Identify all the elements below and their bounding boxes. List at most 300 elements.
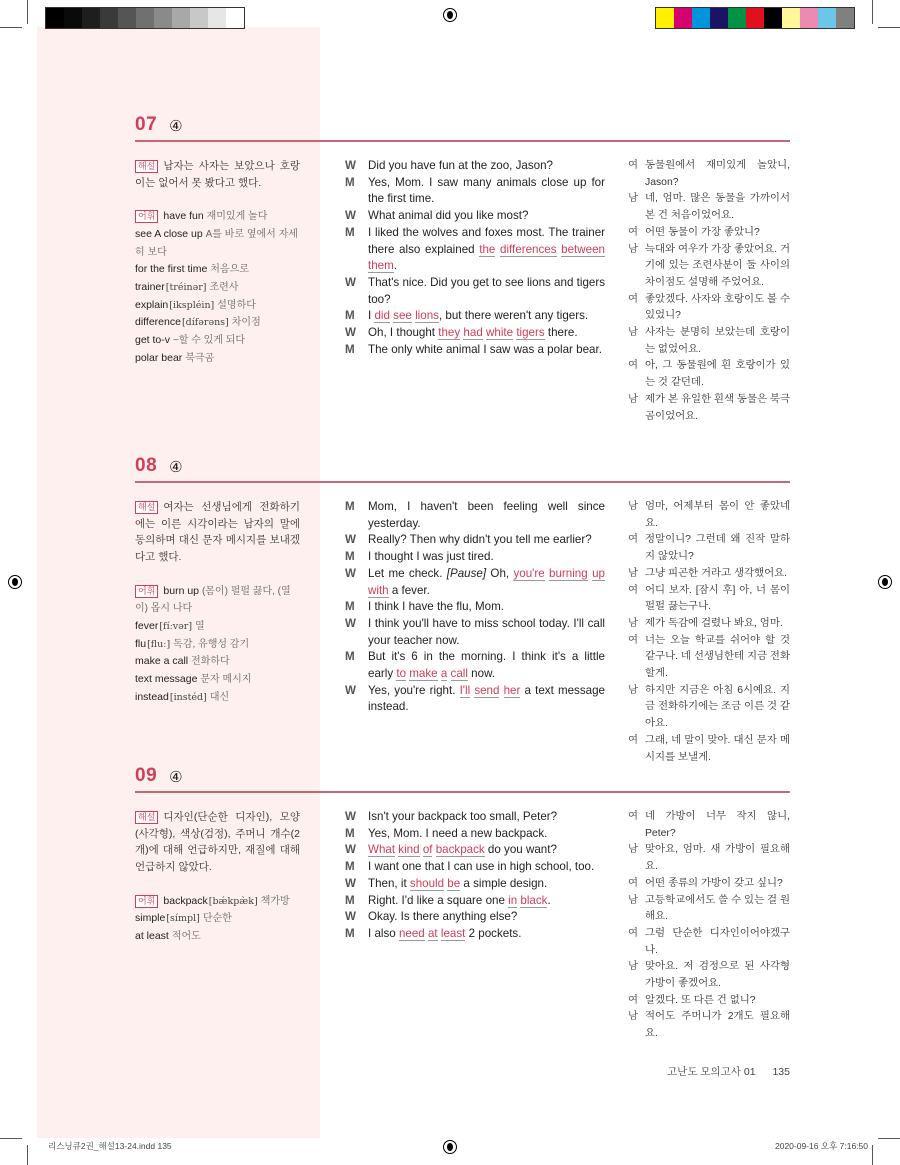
answer-word: did xyxy=(374,309,390,323)
translation-text: 네, 엄마. 많은 동물을 가까이서 본 건 처음이었어요. xyxy=(645,193,790,222)
dialogue-line xyxy=(345,342,605,359)
dialogue-line xyxy=(345,208,605,225)
translation-text: 적어도 주머니가 2개도 필요해요. xyxy=(645,1011,790,1040)
answer-word: differences xyxy=(500,242,557,256)
speaker-label: 여 xyxy=(628,811,639,822)
dialogue-text xyxy=(368,342,605,359)
question-section xyxy=(135,451,790,763)
translation-line xyxy=(628,325,790,358)
dialogue-segment: But it's 6 in the morning. I think it's a little early xyxy=(368,650,605,681)
speaker-label: W xyxy=(345,533,356,547)
answer-word: of xyxy=(422,843,433,857)
color-swatch xyxy=(800,8,818,28)
dialogue-line xyxy=(345,499,605,532)
vocab-pronunciation: [símpl] xyxy=(166,913,200,925)
speaker-label: 여 xyxy=(628,293,639,305)
vocabulary-badge: 어휘 xyxy=(135,585,158,598)
translation-line xyxy=(628,633,790,683)
vocab-meaning: 독감, 유행성 감기 xyxy=(173,638,250,650)
dialogue-segment: Let me check. xyxy=(368,566,447,580)
dialogue-line xyxy=(345,566,605,599)
notes-column xyxy=(135,809,300,946)
dialogue-line xyxy=(345,683,605,716)
speaker-label: W xyxy=(345,275,356,289)
speaker-label: W xyxy=(345,683,356,697)
answer-word: her xyxy=(503,683,521,697)
vocabulary-list xyxy=(135,583,300,707)
speaker-label: 여 xyxy=(628,360,639,372)
vocab-pronunciation: [instéd] xyxy=(169,691,207,703)
speaker-label: 여 xyxy=(628,534,639,546)
dialogue-segment: Okay. Is there anything else? xyxy=(368,910,518,924)
translation-text: 어떤 종류의 가방이 갖고 싶니? xyxy=(645,877,783,889)
section-header xyxy=(135,761,790,793)
dialogue-line xyxy=(345,599,605,616)
color-swatch xyxy=(710,8,728,28)
dialogue-segment: Yes, you're right. xyxy=(368,683,460,697)
dialogue-line xyxy=(345,859,605,876)
dialogue-line xyxy=(345,158,605,175)
dialogue-line xyxy=(345,275,605,308)
page-number: 135 xyxy=(772,1066,790,1078)
dialogue-segment: Did you have fun at the zoo, Jason? xyxy=(368,159,553,172)
vocab-term: instead xyxy=(135,690,169,703)
dialogue-segment: The only white animal I saw was a polar bear. xyxy=(368,342,602,356)
translation-text: 사자는 분명히 보았는데 호랑이는 없었어요. xyxy=(645,327,790,355)
vocabulary-list xyxy=(135,893,300,946)
dialogue-segment: 2 pockets. xyxy=(465,926,522,940)
dialogue-text xyxy=(368,893,605,910)
section-header xyxy=(135,451,790,483)
speaker-label: 여 xyxy=(628,734,639,746)
answer-word: white xyxy=(486,326,514,340)
answer-word: to xyxy=(396,667,407,681)
speaker-label: W xyxy=(345,159,356,172)
answer-phrase xyxy=(396,667,468,681)
answer-phrase xyxy=(368,843,485,857)
vocab-item xyxy=(135,583,300,618)
speaker-label: 남 xyxy=(628,961,639,973)
dialogue-line xyxy=(345,225,605,275)
color-swatch xyxy=(836,8,854,28)
dialogue-text xyxy=(368,532,605,549)
translation-line xyxy=(628,959,790,992)
vocab-item xyxy=(135,350,300,368)
speaker-label: M xyxy=(345,550,355,564)
dialogue-segment: , but there weren't any tigers. xyxy=(438,309,589,323)
answer-word: burning xyxy=(549,566,588,580)
translation-text: 좋았겠다. 사자와 호랑이도 볼 수 있었니? xyxy=(645,293,790,322)
vocab-term: polar bear xyxy=(135,351,183,364)
speaker-label: M xyxy=(345,309,355,323)
speaker-label: M xyxy=(345,893,355,907)
answer-choice: ④ xyxy=(169,459,183,476)
color-swatch xyxy=(656,8,674,28)
vocabulary-list xyxy=(135,208,300,367)
answer-word: had xyxy=(463,326,483,340)
vocab-meaning: 조련사 xyxy=(209,281,239,293)
translation-text: 고등학교에서도 쓸 수 있는 걸 원해요. xyxy=(645,894,790,923)
answer-word: make xyxy=(409,667,438,681)
dialogue-text xyxy=(368,225,605,275)
explanation-badge: 해설 xyxy=(135,160,158,173)
dialogue-segment: I liked the wolves and foxes most. The trainer there also explained xyxy=(368,225,605,256)
vocab-meaning: 적어도 xyxy=(171,930,201,942)
english-dialogue xyxy=(345,158,605,358)
slug-filename: 리스닝큐2권_해설13-24.indd 135 xyxy=(48,1141,172,1151)
dialogue-text xyxy=(368,208,605,225)
speaker-label: W xyxy=(345,910,356,924)
translation-line xyxy=(628,876,790,893)
answer-phrase xyxy=(374,309,439,323)
vocab-term: see A close up xyxy=(135,227,203,240)
vocab-term: trainer xyxy=(135,280,165,293)
speaker-label: 여 xyxy=(628,584,639,596)
vocab-meaning: (몸이) 펄펄 끓다, (열이) 몹시 나다 xyxy=(135,585,291,615)
vocab-meaning: 설명하다 xyxy=(217,299,256,311)
stage-direction: [Pause] xyxy=(446,566,487,580)
answer-word: see xyxy=(393,309,412,323)
vocab-term: explain xyxy=(135,298,169,311)
translation-text: 아, 그 동물원에 흰 호랑이가 있는 것 같던데. xyxy=(645,360,790,389)
dialogue-line xyxy=(345,909,605,926)
speaker-label: W xyxy=(345,843,356,857)
dialogue-text xyxy=(368,549,605,566)
color-swatch xyxy=(190,8,208,28)
answer-word: call xyxy=(450,667,468,681)
dialogue-segment: a simple design. xyxy=(460,876,548,890)
dialogue-line xyxy=(345,876,605,893)
explanation-badge: 해설 xyxy=(135,501,158,514)
dialogue-segment: I thought I was just tired. xyxy=(368,550,494,564)
dialogue-segment: Yes, Mom. I saw many animals close up for the first time. xyxy=(368,175,605,206)
vocab-meaning: ~할 수 있게 되다 xyxy=(172,335,246,347)
translation-line xyxy=(628,893,790,926)
translation-line xyxy=(628,499,790,532)
dialogue-segment: I xyxy=(368,309,375,323)
vocab-item xyxy=(135,928,300,946)
speaker-label: M xyxy=(345,342,355,356)
translation-line xyxy=(628,225,790,242)
vocab-meaning: 재미있게 놀다 xyxy=(206,211,268,223)
dialogue-line xyxy=(345,649,605,682)
notes-column xyxy=(135,158,300,367)
registration-mark-icon xyxy=(443,1140,457,1154)
dialogue-segment: I think I have the flu, Mom. xyxy=(368,600,504,614)
translation-line xyxy=(628,158,790,191)
dialogue-segment: Then, it xyxy=(368,876,410,890)
vocab-term: have fun xyxy=(163,210,204,223)
vocab-item xyxy=(135,618,300,636)
dialogue-segment: . xyxy=(547,893,551,907)
answer-word: the xyxy=(479,242,496,256)
translation-line xyxy=(628,993,790,1010)
translation-line xyxy=(628,842,790,875)
vocab-term: simple xyxy=(135,912,166,925)
translation-text: 제가 독감에 걸렸나 봐요, 엄마. xyxy=(645,617,783,629)
speaker-label: 여 xyxy=(628,634,639,646)
translation-text: 엄마, 어제부터 몸이 안 좋았네요. xyxy=(645,501,790,529)
answer-phrase xyxy=(410,877,460,891)
answer-choice: ④ xyxy=(169,118,183,135)
cmyk-color-bar xyxy=(655,7,855,29)
color-swatch xyxy=(746,8,764,28)
vocab-item xyxy=(135,910,300,928)
dialogue-segment: a text message instead. xyxy=(368,683,605,714)
color-swatch xyxy=(818,8,836,28)
dialogue-segment: Oh, xyxy=(486,566,514,580)
dialogue-text xyxy=(368,275,605,308)
color-swatch xyxy=(674,8,692,28)
crop-mark xyxy=(872,0,873,24)
answer-word: lions xyxy=(415,309,439,323)
dialogue-segment: Oh, I thought xyxy=(368,326,439,340)
color-swatch xyxy=(82,8,100,28)
translation-line xyxy=(628,926,790,959)
section-header xyxy=(135,110,790,142)
speaker-label: 남 xyxy=(628,501,639,512)
answer-word: need xyxy=(398,926,425,940)
vocab-item xyxy=(135,226,300,261)
dialogue-line xyxy=(345,616,605,649)
translation-text: 알겠다. 또 다른 건 없니? xyxy=(645,994,756,1006)
color-swatch xyxy=(100,8,118,28)
dialogue-segment: Really? Then why didn't you tell me earlier? xyxy=(368,533,592,547)
vocab-term: text message xyxy=(135,673,198,686)
answer-word: I'll xyxy=(459,683,471,697)
speaker-label: M xyxy=(345,826,355,840)
translation-text: 어디 보자. [잠시 후] 아, 너 몸이 펄펄 끓는구나. xyxy=(645,584,790,613)
vocab-meaning: 책가방 xyxy=(260,895,290,907)
color-swatch xyxy=(118,8,136,28)
question-number: 09 xyxy=(135,765,158,786)
speaker-label: M xyxy=(345,650,355,664)
speaker-label: M xyxy=(345,225,355,239)
color-swatch xyxy=(728,8,746,28)
explanation xyxy=(135,158,300,191)
vocabulary-badge: 어휘 xyxy=(135,895,158,908)
translation-line xyxy=(628,392,790,425)
vocab-meaning: 전화하다 xyxy=(191,656,230,668)
answer-word: least xyxy=(440,926,466,940)
answer-choice: ④ xyxy=(169,769,183,786)
book-title: 고난도 모의고사 01 xyxy=(667,1066,756,1078)
explanation-text: 디자인(단순한 디자인), 모양(사각형), 색상(검정), 주머니 개수(2개)에 대해 언급하지만, 재질에 대해 언급하지 않았다. xyxy=(135,811,300,874)
speaker-label: 남 xyxy=(628,894,639,906)
translation-line xyxy=(628,583,790,616)
vocab-term: flu xyxy=(135,637,147,650)
dialogue-line xyxy=(345,308,605,325)
dialogue-text xyxy=(368,566,605,599)
dialogue-segment: a fever. xyxy=(388,583,430,597)
vocab-meaning: 차이점 xyxy=(231,317,261,329)
dialogue-line xyxy=(345,826,605,843)
answer-phrase xyxy=(460,684,521,698)
vocab-item xyxy=(135,893,300,911)
dialogue-text xyxy=(368,158,605,175)
translation-text: 동물원에서 재미있게 놀았니, Jason? xyxy=(645,160,790,188)
dialogue-text xyxy=(368,842,605,859)
speaker-label: M xyxy=(345,926,355,940)
vocab-meaning: 문자 메시지 xyxy=(200,674,252,686)
translation-line xyxy=(628,292,790,325)
translation-line xyxy=(628,242,790,292)
speaker-label: W xyxy=(345,566,356,580)
answer-word: in xyxy=(508,893,518,907)
translation-line xyxy=(628,532,790,565)
dialogue-line xyxy=(345,926,605,943)
dialogue-segment: now. xyxy=(467,667,496,681)
question-number: 07 xyxy=(135,114,158,135)
vocab-pronunciation: [bǽkpæ̀k] xyxy=(208,895,258,907)
color-swatch xyxy=(208,8,226,28)
color-swatch xyxy=(154,8,172,28)
vocab-pronunciation: [tréinər] xyxy=(165,281,207,293)
answer-word: backpack xyxy=(435,843,485,857)
answer-word: send xyxy=(474,683,500,697)
speaker-label: 여 xyxy=(628,160,639,171)
answer-word: black xyxy=(520,893,548,907)
gray-color-bar xyxy=(45,7,245,29)
color-swatch xyxy=(692,8,710,28)
translation-text: 너는 오늘 학교를 쉬어야 할 것 같구나. 네 선생님한테 지금 전화할게. xyxy=(645,634,790,680)
dialogue-text xyxy=(368,599,605,616)
dialogue-line xyxy=(345,175,605,208)
explanation xyxy=(135,809,300,876)
vocab-term: for the first time xyxy=(135,263,208,276)
speaker-label: 남 xyxy=(628,393,639,405)
answer-phrase xyxy=(438,326,544,340)
question-section xyxy=(135,761,790,1040)
translation-text: 맞아요. 저 검정으로 된 사각형 가방이 좋겠어요. xyxy=(645,961,790,990)
vocab-item xyxy=(135,279,300,297)
vocab-item xyxy=(135,261,300,279)
speaker-label: W xyxy=(345,326,356,340)
dialogue-segment: What animal did you like most? xyxy=(368,209,529,223)
speaker-label: 여 xyxy=(628,877,639,889)
answer-phrase xyxy=(508,894,547,908)
translation-text: 그럼 단순한 디자인이어야겠구나. xyxy=(645,927,790,956)
crop-mark xyxy=(872,1145,873,1165)
vocab-item xyxy=(135,314,300,332)
dialogue-segment: I want one that I can use in high school, too. xyxy=(368,860,595,874)
answer-word: a xyxy=(440,667,448,681)
translation-text: 늑대와 여우가 가장 좋았어요. 거기에 있는 조련사분이 둘 사이의 차이점도 설명해 주었어요. xyxy=(645,243,790,288)
answer-word: between xyxy=(561,242,605,256)
answer-word: should xyxy=(409,876,445,890)
speaker-label: M xyxy=(345,860,355,874)
dialogue-line xyxy=(345,532,605,549)
explanation xyxy=(135,499,300,566)
dialogue-text xyxy=(368,826,605,843)
translation-text: 하지만 지금은 아침 6시예요. 지금 전화하기에는 조금 이른 것 같아요. xyxy=(645,684,790,730)
speaker-label: 남 xyxy=(628,567,639,579)
english-dialogue xyxy=(345,499,605,716)
vocab-item xyxy=(135,297,300,315)
question-section xyxy=(135,110,790,422)
speaker-label: W xyxy=(345,876,356,890)
vocab-item xyxy=(135,671,300,689)
speaker-label: 남 xyxy=(628,684,639,696)
dialogue-line xyxy=(345,549,605,566)
vocab-pronunciation: [dífərəns] xyxy=(181,317,229,329)
crop-mark xyxy=(27,0,28,24)
dialogue-segment: do you want? xyxy=(484,843,557,857)
speaker-label: 남 xyxy=(628,617,639,629)
vocab-term: get to-v xyxy=(135,334,171,347)
english-dialogue xyxy=(345,809,605,943)
dialogue-line xyxy=(345,842,605,859)
translation-text: 그냥 피곤한 거라고 생각했어요. xyxy=(645,567,788,579)
dialogue-segment: . xyxy=(393,259,398,273)
dialogue-line xyxy=(345,325,605,342)
answer-word: they xyxy=(438,326,461,340)
korean-translation xyxy=(628,158,790,425)
dialogue-text xyxy=(368,683,605,716)
translation-line xyxy=(628,1009,790,1042)
color-swatch xyxy=(136,8,154,28)
dialogue-line xyxy=(345,809,605,826)
registration-mark-icon xyxy=(878,575,892,589)
dialogue-segment: I also xyxy=(368,926,399,940)
explanation-badge: 해설 xyxy=(135,811,158,824)
crop-mark xyxy=(27,1145,28,1165)
dialogue-text xyxy=(368,909,605,926)
dialogue-text xyxy=(368,649,605,682)
dialogue-segment: Isn't your backpack too small, Peter? xyxy=(368,810,558,823)
dialogue-text xyxy=(368,175,605,208)
translation-line xyxy=(628,616,790,633)
slug-timestamp: 2020-09-16 오후 7:16:50 xyxy=(775,1141,868,1151)
vocab-term: at least xyxy=(135,929,169,942)
vocab-pronunciation: [fíːvər] xyxy=(159,620,193,632)
vocab-item xyxy=(135,208,300,226)
dialogue-text xyxy=(368,859,605,876)
vocab-term: burn up xyxy=(163,584,200,597)
vocab-item xyxy=(135,636,300,654)
answer-word: with xyxy=(368,583,389,597)
speaker-label: 남 xyxy=(628,243,639,255)
answer-word: be xyxy=(447,876,461,890)
speaker-label: 남 xyxy=(628,193,639,205)
translation-text: 그래, 네 말이 맞아. 대신 문자 메시지를 보낼게. xyxy=(645,734,790,763)
translation-text: 네 가방이 너무 작지 않니, Peter? xyxy=(645,811,790,839)
answer-word: What xyxy=(368,843,396,857)
speaker-label: W xyxy=(345,616,356,630)
vocab-term: fever xyxy=(135,619,159,632)
dialogue-text xyxy=(368,926,605,943)
answer-word: up xyxy=(592,566,605,580)
vocabulary-badge: 어휘 xyxy=(135,210,158,223)
translation-line xyxy=(628,809,790,842)
speaker-label: M xyxy=(345,500,355,513)
dialogue-segment: I think you'll have to miss school today. I'll call your teacher now. xyxy=(368,616,605,647)
color-swatch xyxy=(46,8,64,28)
color-swatch xyxy=(764,8,782,28)
color-swatch xyxy=(782,8,800,28)
registration-mark-icon xyxy=(443,8,457,22)
dialogue-segment: Mom, I haven't been feeling well since yesterday. xyxy=(368,500,605,530)
translation-text: 정말이니? 그런데 왜 진작 말하지 않았니? xyxy=(645,534,790,563)
dialogue-segment: That's nice. Did you get to see lions and tigers too? xyxy=(368,275,605,306)
speaker-label: 남 xyxy=(628,1011,639,1023)
color-swatch xyxy=(64,8,82,28)
dialogue-segment: Right. I'd like a square one xyxy=(368,893,509,907)
registration-mark-icon xyxy=(8,575,22,589)
translation-line xyxy=(628,191,790,224)
speaker-label: 남 xyxy=(628,844,639,856)
answer-word: tigers xyxy=(516,326,545,340)
